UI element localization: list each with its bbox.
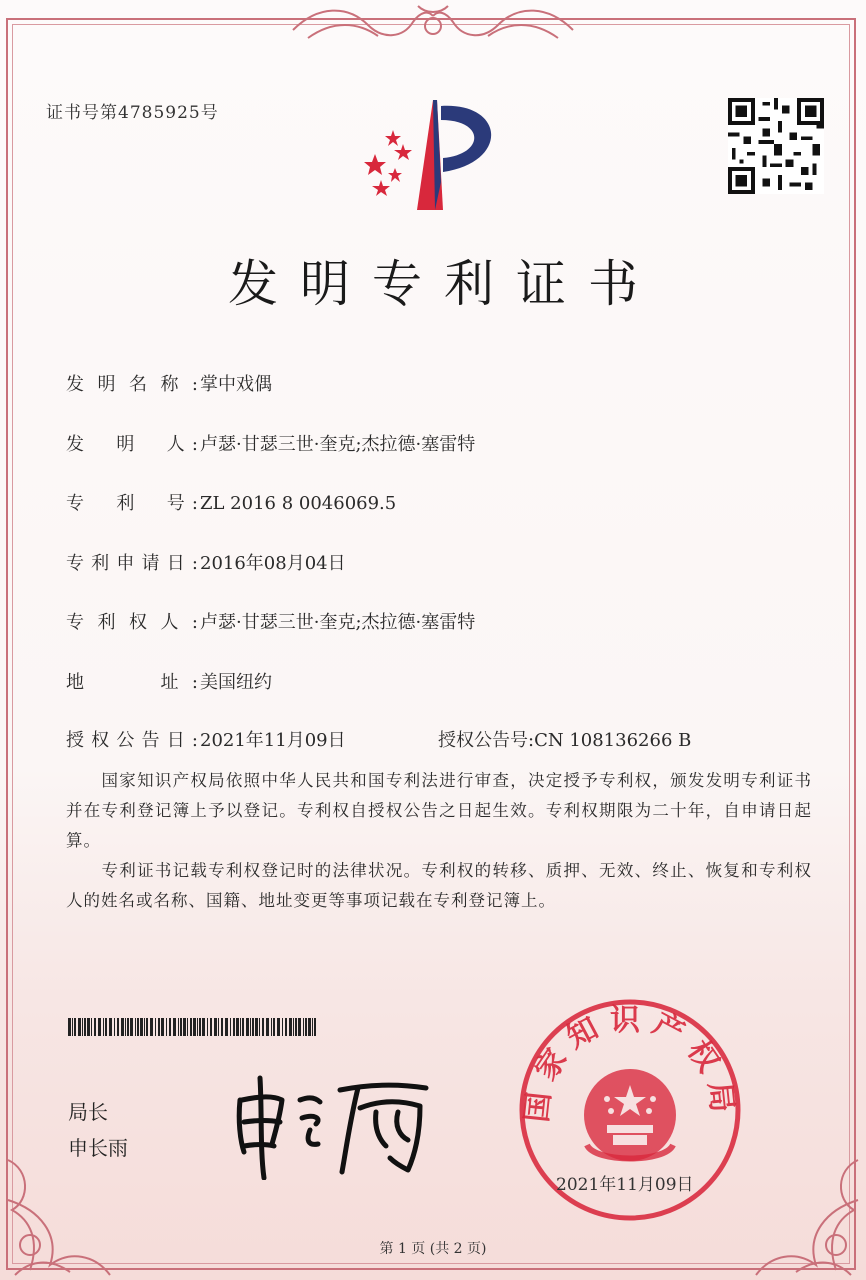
- barcode-bar: [140, 1018, 143, 1036]
- director-signature: [230, 1060, 440, 1180]
- barcode-bar: [82, 1018, 83, 1036]
- barcode-bar: [103, 1018, 104, 1036]
- field-value: ZL 2016 8 0046069.5: [200, 493, 397, 514]
- barcode-bar: [255, 1018, 258, 1036]
- field-filing-date: [66, 549, 346, 575]
- barcode-bar: [187, 1018, 188, 1036]
- field-value: 掌中戏偶: [200, 374, 272, 395]
- barcode-bar: [233, 1018, 235, 1036]
- barcode-bar: [271, 1018, 272, 1036]
- top-ornament: [288, 0, 578, 46]
- barcode-bar: [199, 1018, 201, 1036]
- barcode-bar: [144, 1018, 145, 1036]
- seal-text: 国家知识产权局: [519, 1002, 741, 1124]
- field-label: 专 利 号:: [66, 493, 198, 514]
- qr-code: [728, 98, 824, 194]
- field-label: 地 址:: [66, 672, 198, 693]
- barcode-bar: [293, 1018, 294, 1036]
- barcode-bar: [193, 1018, 196, 1036]
- barcode-bar: [114, 1018, 115, 1036]
- barcode-bar: [130, 1018, 133, 1036]
- certificate-number: 证书号第4785925号: [46, 103, 219, 123]
- barcode-bar: [197, 1018, 198, 1036]
- barcode-bar: [277, 1018, 280, 1036]
- field-value: 卢瑟·甘瑟三世·奎克;杰拉德·塞雷特: [200, 434, 476, 455]
- barcode-bar: [218, 1018, 219, 1036]
- field-label: 发明名称:: [66, 374, 198, 395]
- barcode: [68, 1018, 318, 1036]
- barcode-bar: [84, 1018, 86, 1036]
- paragraph-legal-status: 专利证书记载专利权登记时的法律状况。专利权的转移、质押、无效、终止、恢复和专利权人的姓名或名称、国籍、地址变更等事项记载在专利登记簿上。: [66, 861, 812, 910]
- barcode-bar: [225, 1018, 228, 1036]
- barcode-bar: [308, 1018, 311, 1036]
- barcode-bar: [262, 1018, 264, 1036]
- field-label: 发 明 人:: [66, 434, 198, 455]
- barcode-bar: [135, 1018, 136, 1036]
- barcode-bar: [74, 1018, 76, 1036]
- barcode-bar: [289, 1018, 292, 1036]
- barcode-bar: [266, 1018, 269, 1036]
- bottom-right-ornament: [746, 1140, 866, 1280]
- barcode-bar: [117, 1018, 119, 1036]
- barcode-bar: [127, 1018, 129, 1036]
- barcode-bar: [173, 1018, 176, 1036]
- barcode-bar: [166, 1018, 167, 1036]
- barcode-bar: [155, 1018, 156, 1036]
- barcode-bar: [180, 1018, 182, 1036]
- seal-date: 2021年11月09日: [556, 1175, 694, 1195]
- barcode-bar: [169, 1018, 171, 1036]
- barcode-bar: [68, 1018, 71, 1036]
- barcode-bar: [72, 1018, 73, 1036]
- field-label: 授权公告号:: [438, 730, 535, 751]
- barcode-bar: [259, 1018, 260, 1036]
- barcode-bar: [207, 1018, 208, 1036]
- field-value: 美国纽约: [200, 672, 272, 693]
- barcode-bar: [230, 1018, 231, 1036]
- page-indicator: 第 1 页 (共 2 页): [379, 1241, 487, 1257]
- barcode-bar: [202, 1018, 205, 1036]
- field-address: [66, 668, 272, 694]
- barcode-bar: [98, 1018, 101, 1036]
- field-value: 卢瑟·甘瑟三世·奎克;杰拉德·塞雷特: [200, 612, 476, 633]
- director-title: 局长: [68, 1100, 108, 1124]
- barcode-bar: [221, 1018, 223, 1036]
- barcode-bar: [246, 1018, 249, 1036]
- field-invention-name: [66, 370, 272, 396]
- barcode-bar: [109, 1018, 112, 1036]
- barcode-bar: [150, 1018, 153, 1036]
- barcode-bar: [305, 1018, 307, 1036]
- field-grant-date: [66, 726, 346, 752]
- barcode-bar: [285, 1018, 287, 1036]
- barcode-bar: [252, 1018, 254, 1036]
- field-value: 2016年08月04日: [200, 553, 346, 574]
- field-patent-number: [66, 489, 396, 515]
- barcode-bar: [282, 1018, 283, 1036]
- barcode-bar: [158, 1018, 160, 1036]
- barcode-bar: [240, 1018, 241, 1036]
- barcode-bar: [183, 1018, 186, 1036]
- field-label: 授权公告日:: [66, 730, 198, 751]
- field-label: 专利权人:: [66, 612, 198, 633]
- barcode-bar: [161, 1018, 164, 1036]
- barcode-bar: [146, 1018, 148, 1036]
- barcode-bar: [303, 1018, 304, 1036]
- document-title: 发明专利证书: [228, 255, 660, 313]
- paragraph-grant-statement: 国家知识产权局依照中华人民共和国专利法进行审查，决定授予专利权，颁发发明专利证书并在专利登记簿上予以登记。专利权自授权公告之日起生效。专利权期限为二十年，自申请日起算。: [66, 771, 812, 850]
- barcode-bar: [298, 1018, 301, 1036]
- barcode-bar: [121, 1018, 124, 1036]
- field-value: 2021年11月09日: [200, 730, 346, 751]
- bottom-left-ornament: [0, 1140, 120, 1280]
- barcode-bar: [214, 1018, 217, 1036]
- director-name: 申长雨: [68, 1136, 128, 1160]
- barcode-bar: [78, 1018, 81, 1036]
- barcode-bar: [91, 1018, 92, 1036]
- field-label: 专利申请日:: [66, 553, 198, 574]
- barcode-bar: [312, 1018, 313, 1036]
- barcode-bar: [94, 1018, 96, 1036]
- barcode-bar: [105, 1018, 107, 1036]
- barcode-bar: [273, 1018, 275, 1036]
- field-grant-number: [438, 726, 691, 752]
- field-patentee: [66, 608, 475, 634]
- barcode-bar: [137, 1018, 139, 1036]
- barcode-bar: [210, 1018, 212, 1036]
- barcode-bar: [190, 1018, 192, 1036]
- barcode-bar: [242, 1018, 244, 1036]
- barcode-bar: [125, 1018, 126, 1036]
- barcode-bar: [250, 1018, 251, 1036]
- patent-office-emblem: [355, 92, 515, 212]
- barcode-bar: [314, 1018, 316, 1036]
- barcode-bar: [236, 1018, 239, 1036]
- field-inventor: [66, 430, 475, 456]
- barcode-bar: [87, 1018, 90, 1036]
- barcode-bar: [295, 1018, 297, 1036]
- field-value: CN 108136266 B: [534, 730, 692, 751]
- barcode-bar: [178, 1018, 179, 1036]
